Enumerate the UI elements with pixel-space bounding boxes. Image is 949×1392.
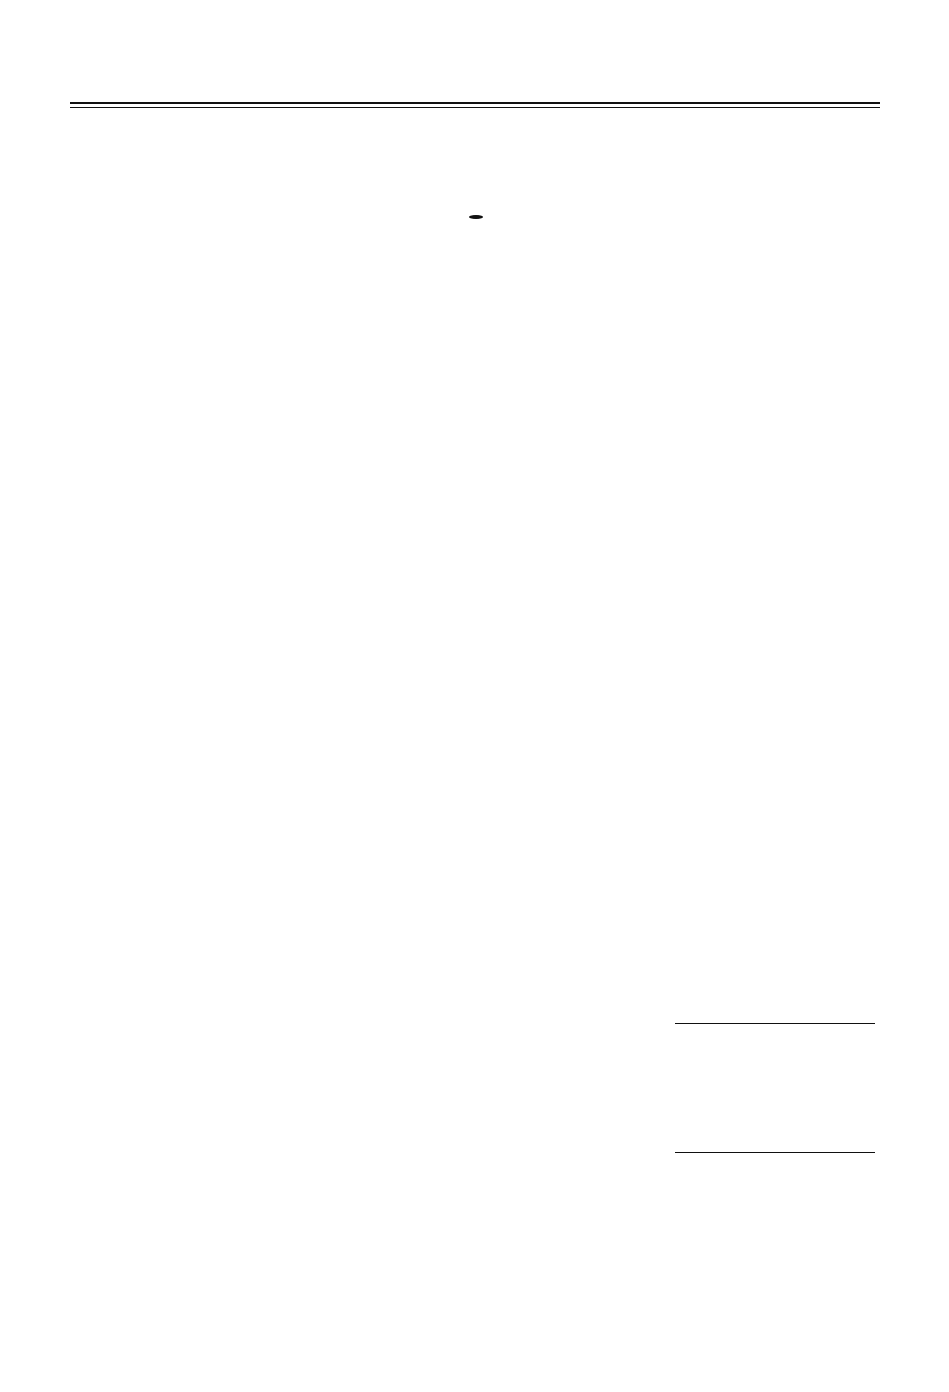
verse-number-icon: [469, 215, 483, 219]
note-separator: [675, 1023, 875, 1024]
page-number-line: [0, 104, 949, 128]
running-header: [70, 62, 880, 108]
main-text: [76, 143, 876, 281]
footnote-separator: [675, 1152, 875, 1153]
quran-verse: [76, 191, 876, 239]
